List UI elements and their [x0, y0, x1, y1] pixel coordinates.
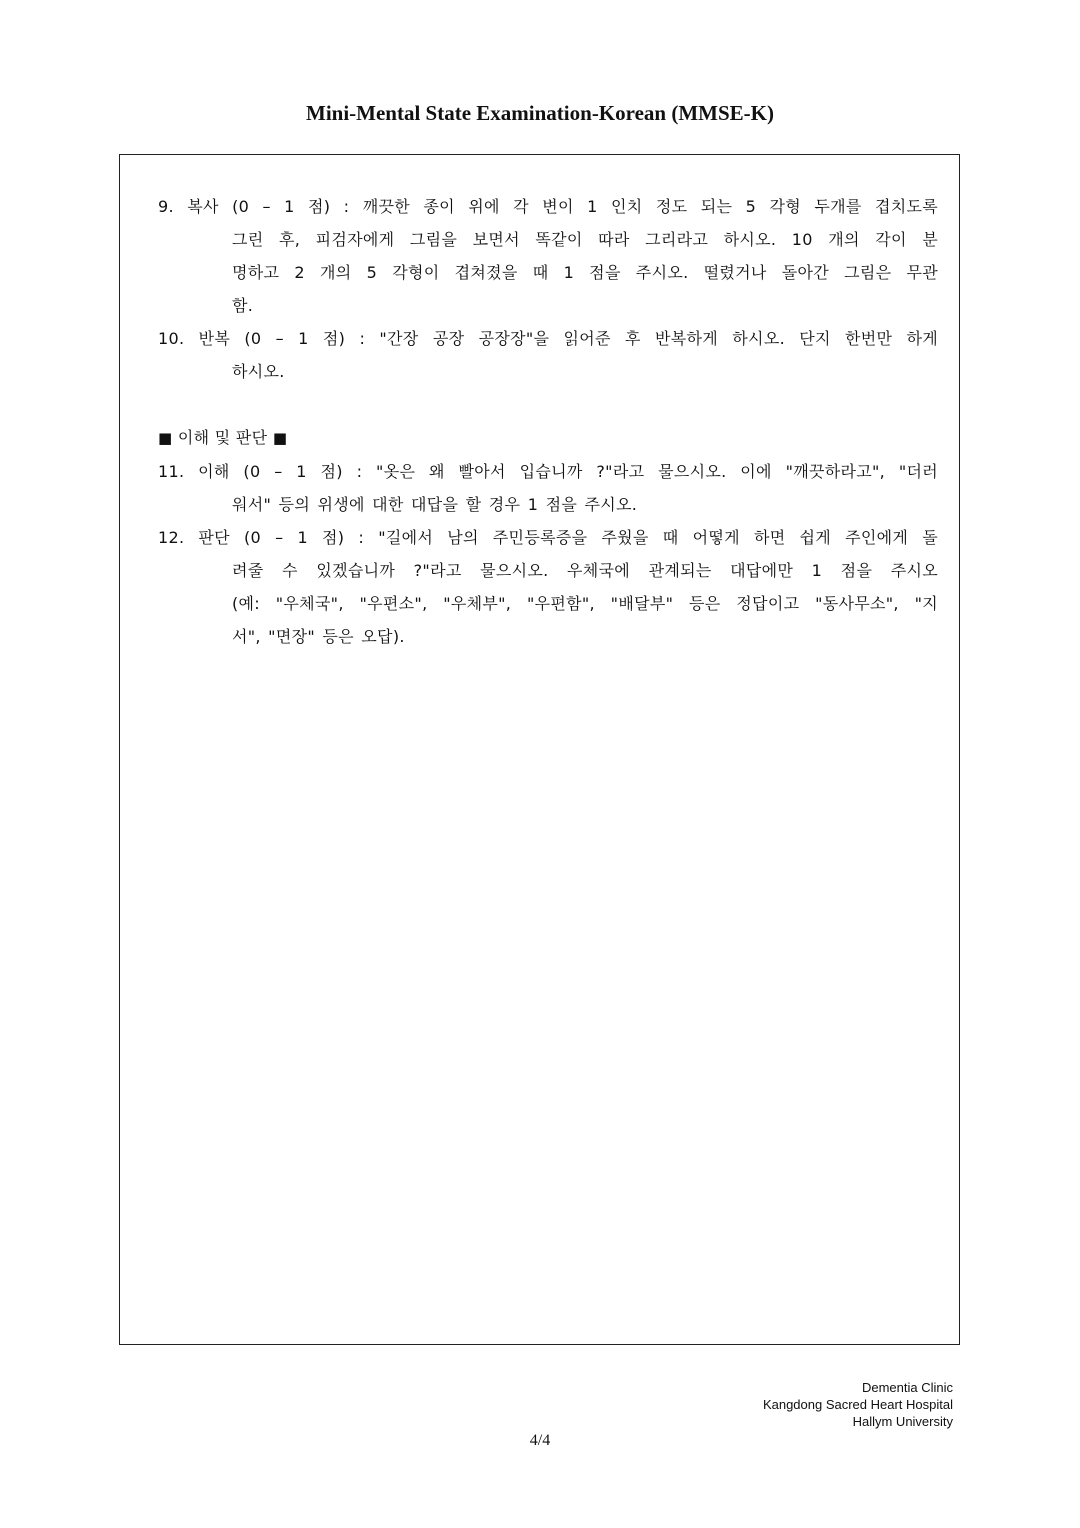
item-9-copy [158, 190, 938, 322]
item-10-repeat [158, 322, 938, 388]
footer-clinic: Dementia Clinic [861, 1380, 953, 1395]
item-10-line-2: 하시오. [232, 362, 285, 381]
item-12-judgment [158, 521, 938, 653]
square-bullet-icon: ■ [158, 429, 173, 447]
footer-hospital: Kangdong Sacred Heart Hospital [762, 1397, 953, 1412]
item-9-line-1: 9. 복사 (0 – 1 점) : 깨끗한 종이 위에 각 변이 1 인치 정도 되는 5 각형 두개를 겹치도록 [158, 197, 938, 216]
item-9-line-2: 그린 후, 피검자에게 그림을 보면서 똑같이 따라 그리라고 하시오. 10 개의 각이 분 [232, 230, 938, 249]
item-11-line-1: 11. 이해 (0 – 1 점) : "옷은 왜 빨아서 입습니까 ?"라고 물으시오. 이에 "깨끗하라고", "더러 [158, 462, 938, 481]
item-12-line-2: 려줄 수 있겠습니까 ?"라고 물으시오. 우체국에 관계되는 대답에만 1 점을 주시오 [232, 561, 938, 580]
item-11-comprehension [158, 455, 938, 521]
document-body [158, 190, 938, 653]
document-title: Mini-Mental State Examination-Korean (MMSE-K) [306, 101, 774, 125]
item-12-line-3: (예: "우체국", "우편소", "우체부", "우편함", "배달부" 등은 정답이고 "동사무소", "지 [232, 594, 938, 613]
item-12-line-4: 서", "면장" 등은 오답). [232, 627, 405, 646]
item-10-line-1: 10. 반복 (0 – 1 점) : "간장 공장 공장장"을 읽어준 후 반복하게 하시오. 단지 한번만 하게 [158, 329, 938, 348]
section-spacer [158, 388, 938, 421]
item-11-line-2: 워서" 등의 위생에 대한 대답을 할 경우 1 점을 주시오. [232, 495, 638, 514]
item-12-line-1: 12. 판단 (0 – 1 점) : "길에서 남의 주민등록증을 주웠을 때 어떻게 하면 쉽게 주인에게 돌 [158, 528, 938, 547]
footer-organization [763, 1379, 953, 1430]
page-number: 4/4 [529, 1432, 551, 1449]
item-9-line-4: 함. [232, 296, 254, 315]
section-heading [158, 421, 938, 455]
square-bullet-icon: ■ [272, 429, 288, 447]
section-heading-text: 이해 및 판단 [177, 428, 268, 447]
footer-university: Hallym University [852, 1414, 953, 1429]
item-9-line-3: 명하고 2 개의 5 각형이 겹쳐졌을 때 1 점을 주시오. 떨렸거나 돌아간 그림은 무관 [232, 263, 938, 282]
